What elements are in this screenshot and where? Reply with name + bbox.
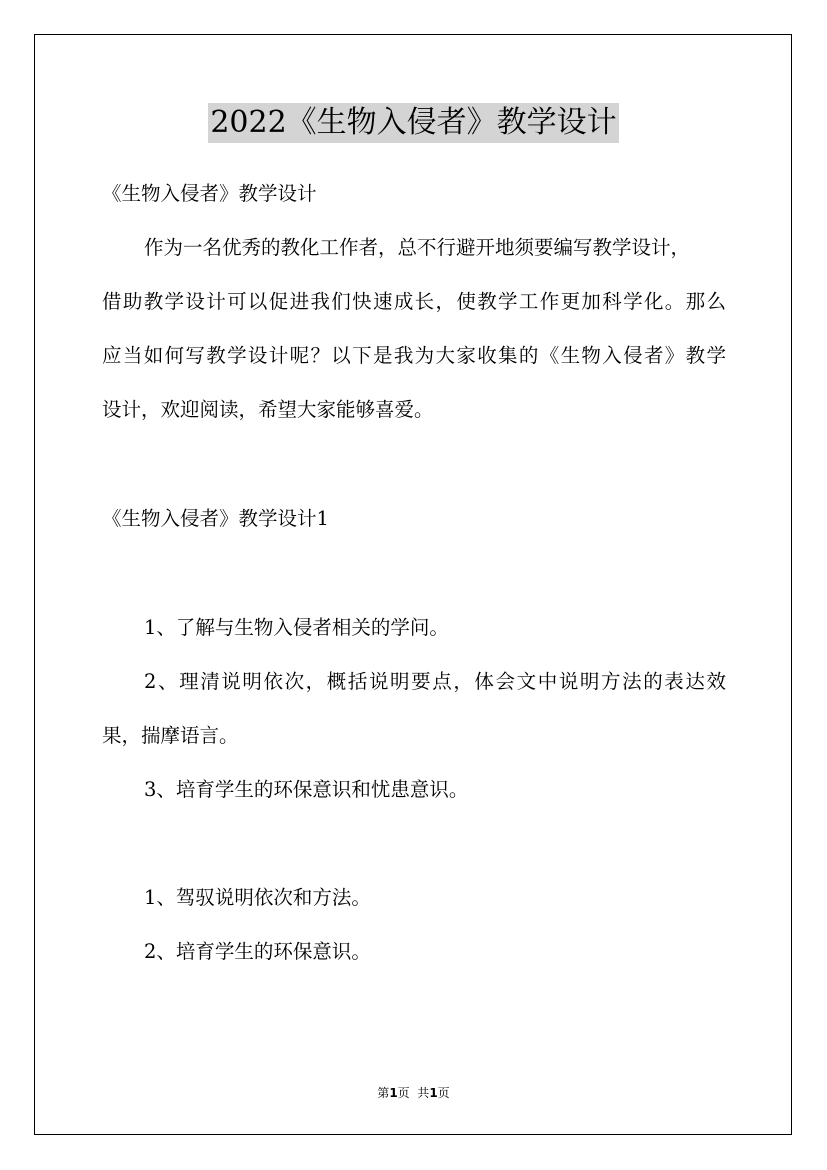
goal-item-2-line-2: 果，揣摩语言。 — [102, 724, 239, 747]
intro-line-4: 设计，欢迎阅读，希望大家能够喜爱。 — [102, 398, 434, 421]
key-point-2: 2、培育学生的环保意识。 — [144, 940, 371, 963]
footer-page-number: 1 — [389, 1086, 398, 1100]
goal-item-1: 1、了解与生物入侵者相关的学问。 — [144, 616, 449, 639]
footer-mid: 页 共 — [397, 1086, 430, 1100]
footer-suffix: 页 — [437, 1086, 450, 1100]
title-container — [0, 103, 827, 143]
page-footer — [0, 1085, 827, 1101]
intro-line-2: 借助教学设计可以促进我们快速成长，使教学工作更加科学化。那么 — [102, 290, 726, 313]
intro-line-1: 作为一名优秀的教化工作者，总不行避开地须要编写教学设计， — [144, 236, 691, 259]
section-heading: 《生物入侵者》教学设计1 — [102, 507, 329, 530]
goal-item-2-line-1: 2、理清说明依次，概括说明要点，体会文中说明方法的表达效 — [144, 670, 726, 693]
document-title: 2022《生物入侵者》教学设计 — [208, 103, 618, 143]
goal-item-3: 3、培育学生的环保意识和忧患意识。 — [144, 778, 469, 801]
footer-prefix: 第 — [377, 1086, 390, 1100]
subtitle: 《生物入侵者》教学设计 — [102, 182, 317, 205]
key-point-1: 1、驾驭说明依次和方法。 — [144, 886, 371, 909]
intro-line-3: 应当如何写教学设计呢？以下是我为大家收集的《生物入侵者》教学 — [102, 344, 726, 367]
footer-total-pages: 1 — [429, 1086, 438, 1100]
